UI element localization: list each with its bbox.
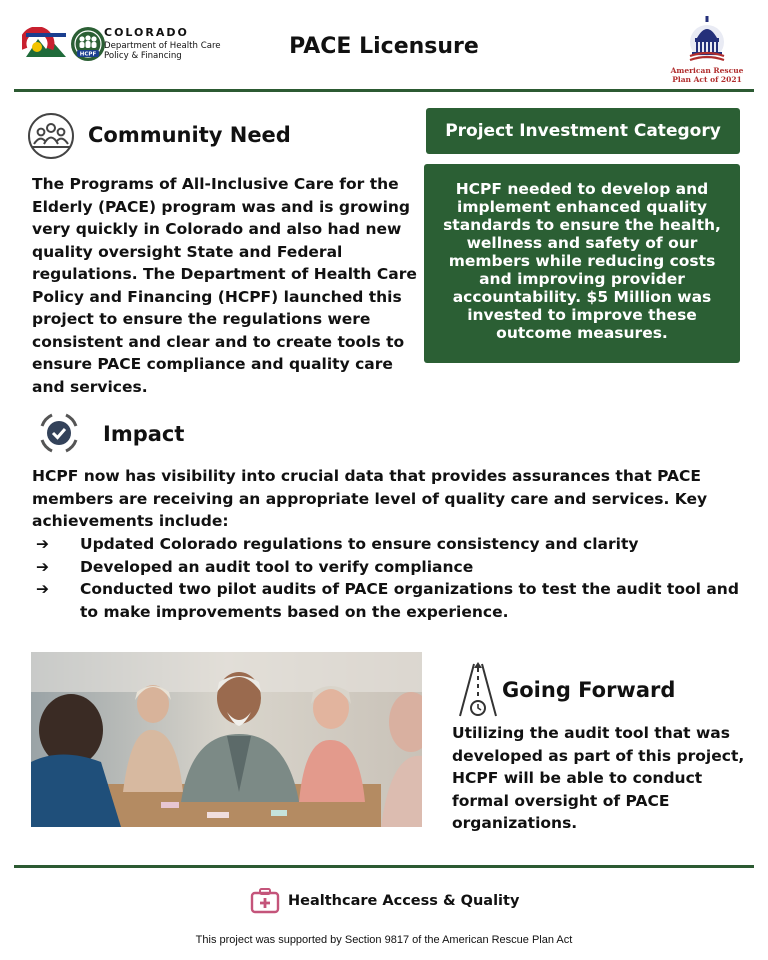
org-dept-line2: Policy & Financing bbox=[104, 51, 182, 61]
impact-bullet-list bbox=[32, 533, 746, 623]
community-need-body: The Programs of All-Inclusive Care for the Elderly (PACE) program was and is growing very quickly in Colorado and also had new quality oversight State and Federal regulations. The Department of Health Care Policy and Financing (HCPF) launched this project to ensure the regulations were consistent and clear and to create tools to ensure PACE compliance and quality care and services. bbox=[32, 175, 417, 396]
arrow-icon: ➔ bbox=[36, 535, 49, 553]
footer-note: This project was supported by Section 9817 of the American Rescue Plan Act bbox=[195, 934, 573, 946]
investment-description: HCPF needed to develop and implement enhanced quality standards to ensure the health, wellness and safety of our members while reducing costs and improving provider accountability. $5 Million was invested to improve these outcome measures. bbox=[424, 164, 740, 363]
bullet-text: Developed an audit tool to verify compliance bbox=[80, 557, 474, 576]
footer-divider bbox=[14, 865, 754, 868]
investment-category-label: Project Investment Category bbox=[426, 108, 740, 154]
list-item bbox=[32, 556, 746, 579]
people-group-icon bbox=[26, 111, 76, 161]
bullet-text: Conducted two pilot audits of PACE organizations to test the audit tool and to make improvements based on the experience. bbox=[80, 580, 739, 621]
impact-title: Impact bbox=[103, 422, 185, 446]
medical-kit-icon bbox=[250, 888, 280, 914]
community-need-title: Community Need bbox=[88, 123, 291, 147]
going-forward-title: Going Forward bbox=[502, 678, 676, 702]
page-title: PACE Licensure bbox=[289, 34, 479, 59]
road-compass-icon bbox=[456, 662, 500, 718]
impact-intro: HCPF now has visibility into crucial data that provides assurances that PACE members are receiving an appropriate level of quality care and services. Key achievements include: bbox=[32, 467, 708, 530]
capitol-dome-logo bbox=[684, 14, 730, 62]
bullet-text: Updated Colorado regulations to ensure consistency and clarity bbox=[80, 535, 639, 553]
arp-logo-text bbox=[662, 66, 752, 84]
arrow-icon: ➔ bbox=[36, 580, 49, 598]
target-check-icon bbox=[34, 408, 84, 458]
seniors-photo bbox=[31, 652, 422, 827]
footer-category: Healthcare Access & Quality bbox=[288, 893, 520, 909]
org-dept-line1: Department of Health Care bbox=[104, 41, 221, 51]
list-item bbox=[32, 533, 746, 556]
arp-line1: American Rescue bbox=[670, 66, 744, 75]
list-item bbox=[32, 578, 746, 623]
hcpf-badge-text: HCPF bbox=[79, 51, 97, 58]
arp-line2: Plan Act of 2021 bbox=[672, 75, 742, 84]
going-forward-body: Utilizing the audit tool that was developed as part of this project, HCPF will be able to conduct formal oversight of PACE organizations. bbox=[452, 724, 745, 832]
header-divider bbox=[14, 89, 754, 92]
org-name: COLORADO bbox=[104, 26, 189, 39]
arrow-icon: ➔ bbox=[36, 557, 49, 576]
